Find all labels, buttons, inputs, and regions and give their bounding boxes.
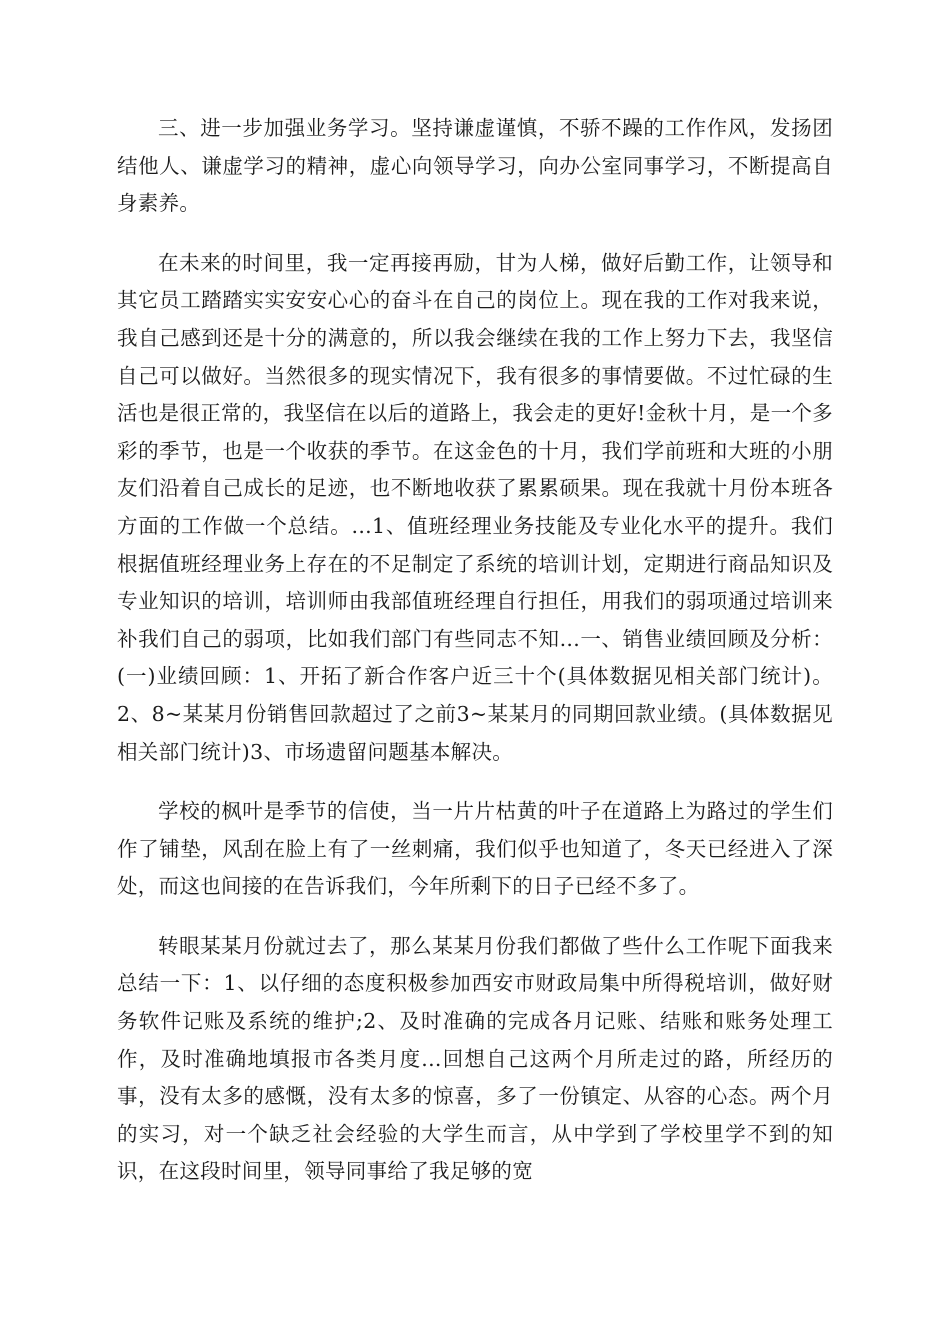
- paragraph-2: 在未来的时间里，我一定再接再励，甘为人梯，做好后勤工作，让领导和其它员工踏踏实实安安心心的奋斗在自己的岗位上。现在我的工作对我来说，我自己感到还是十分的满意的，所以我会继续在我的工作上努力下去，我坚信自己可以做好。当然很多的现实情况下，我有很多的事情要做。不过忙碌的生活也是很正常的，我坚信在以后的道路上，我会走的更好!金秋十月，是一个多彩的季节，也是一个收获的季节。在这金色的十月，我们学前班和大班的小朋友们沿着自己成长的足迹，也不断地收获了累累硕果。现在我就十月份本班各方面的工作做一个总结。...1、值班经理业务技能及专业化水平的提升。我们根据值班经理业务上存在的不足制定了系统的培训计划，定期进行商品知识及专业知识的培训，培训师由我部值班经理自行担任，用我们的弱项通过培训来补我们自己的弱项，比如我们部门有些同志不知...一、销售业绩回顾及分析：(一)业绩回顾：1、开拓了新合作客户近三十个(具体数据见相关部门统计)。2、8~某某月份销售回款超过了之前3~某某月的同期回款业绩。(具体数据见相关部门统计)3、市场遗留问题基本解决。: [117, 250, 833, 764]
- paragraph-3: 学校的枫叶是季节的信使，当一片片枯黄的叶子在道路上为路过的学生们作了铺垫，风刮在脸上有了一丝刺痛，我们似乎也知道了，冬天已经进入了深处，而这也间接的在告诉我们，今年所剩下的日子已经不多了。: [117, 799, 833, 899]
- paragraph-1: 三、进一步加强业务学习。坚持谦虚谨慎，不骄不躁的工作作风，发扬团结他人、谦虚学习的精神，虚心向领导学习，向办公室同事学习，不断提高自身素养。: [117, 116, 833, 216]
- paragraph-4: 转眼某某月份就过去了，那么某某月份我们都做了些什么工作呢下面我来总结一下：1、以仔细的态度积极参加西安市财政局集中所得税培训，做好财务软件记账及系统的维护;2、及时准确的完成各月记账、结账和账务处理工作，及时准确地填报市各类月度...回想自己这两个月所走过的路，所经历的事，没有太多的感慨，没有太多的惊喜，多了一份镇定、从容的心态。两个月的实习，对一个缺乏社会经验的大学生而言，从中学到了学校里学不到的知识，在这段时间里，领导同事给了我足够的宽: [117, 933, 833, 1184]
- document-body: [117, 110, 833, 1213]
